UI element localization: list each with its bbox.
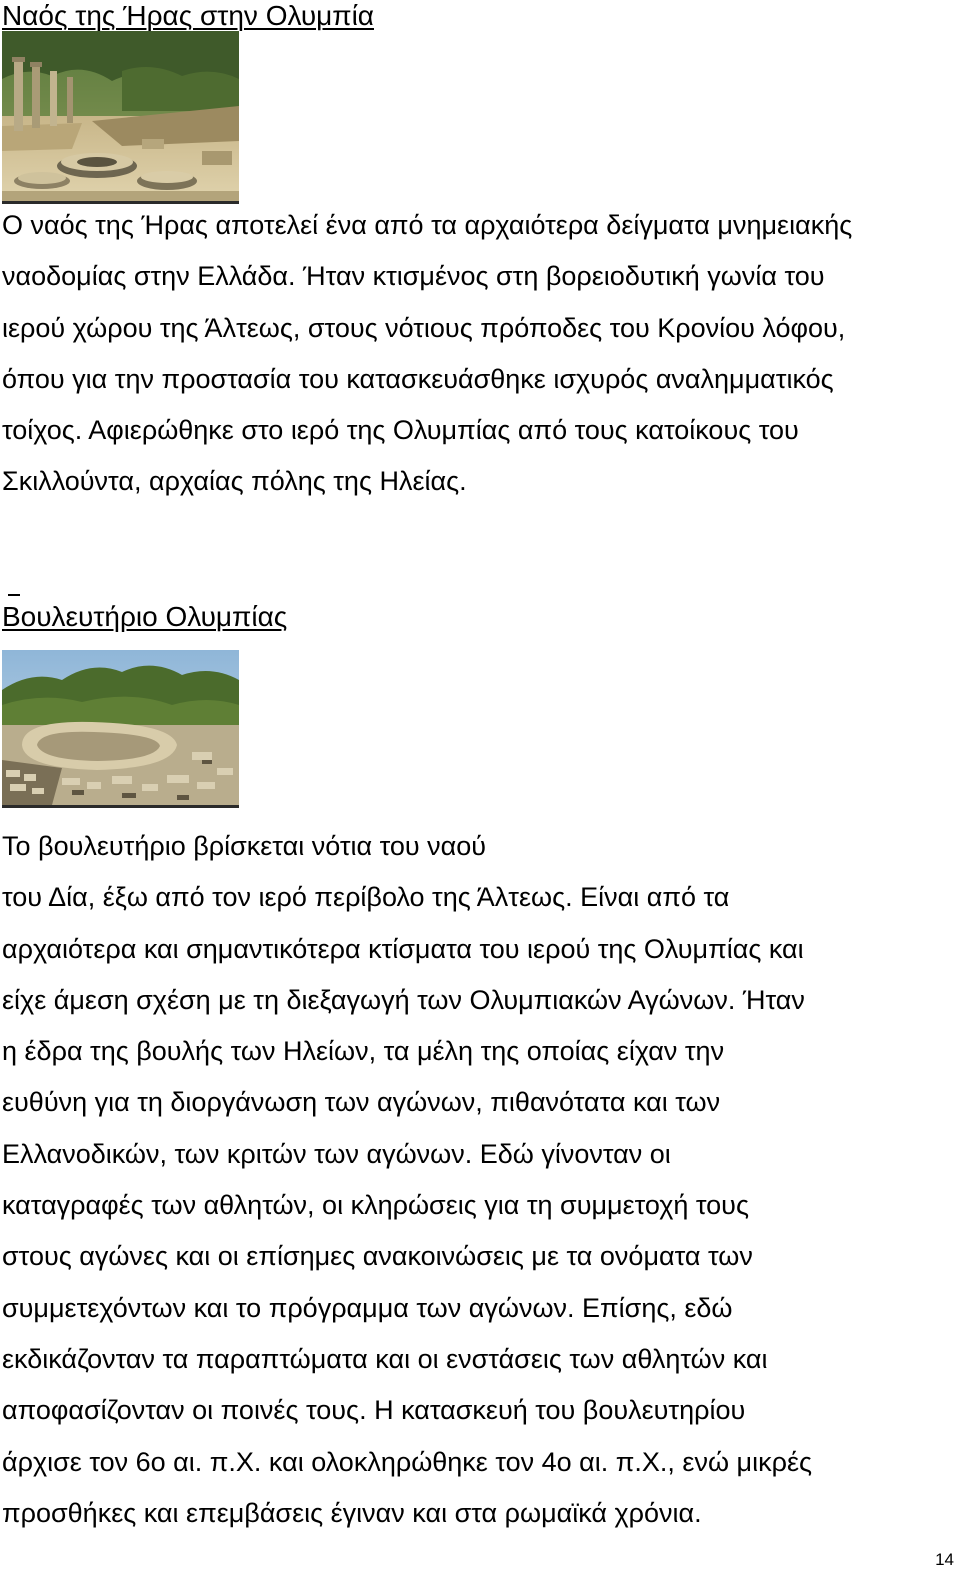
- text-line: αρχαιότερα και σημαντικότερα κτίσματα του ιερού της Ολυμπίας και: [2, 933, 804, 964]
- text-line: Ο ναός της Ήρας αποτελεί ένα από τα αρχαιότερα δείγματα μνημειακής: [2, 210, 853, 240]
- text-line: όπου για την προστασία του κατασκευάσθηκε ισχυρός αναλημματικός: [2, 363, 834, 394]
- paragraph-bouleuterion: [2, 821, 952, 1539]
- text-line: η έδρα της βουλής των Ηλείων, τα μέλη της οποίας είχαν την: [2, 1036, 725, 1067]
- text-line: είχε άμεση σχέση με τη διεξαγωγή των Ολυμπιακών Αγώνων. Ήταν: [2, 984, 805, 1015]
- text-line: του Δία, έξω από τον ιερό περίβολο της Άλτεως. Είναι από τα: [2, 882, 730, 913]
- page-number: 14: [935, 1550, 954, 1569]
- heading-bouleuterion: Βουλευτήριο Ολυμπίας: [2, 601, 288, 632]
- photo-temple-of-hera: [2, 31, 239, 204]
- heading-temple-of-hera: Ναός της Ήρας στην Ολυμπία: [2, 0, 374, 31]
- text-line: καταγραφές των αθλητών, οι κληρώσεις για τη συμμετοχή τους: [2, 1190, 749, 1221]
- text-line: Το βουλευτήριο βρίσκεται νότια του ναού: [2, 831, 487, 861]
- text-line: Ελλανοδικών, των κριτών των αγώνων. Εδώ γίνονταν οι: [2, 1138, 671, 1169]
- text-line: Σκιλλούντα, αρχαίας πόλης της Ηλείας.: [2, 466, 467, 497]
- text-line: άρχισε τον 6ο αι. π.Χ. και ολοκληρώθηκε τον 4ο αι. π.Χ., ενώ μικρές: [2, 1446, 813, 1477]
- text-line: ιερού χώρου της Άλτεως, στους νότιους πρόποδες του Κρονίου λόφου,: [2, 312, 846, 343]
- temple-ruins-image: [2, 31, 239, 201]
- text-line: συμμετεχόντων και το πρόγραμμα των αγώνων. Επίσης, εδώ: [2, 1292, 733, 1323]
- text-line: εκδικάζονταν τα παραπτώματα και οι ενστάσεις των αθλητών και: [2, 1343, 768, 1374]
- decorative-mark: [8, 594, 20, 596]
- bouleuterion-ruins-image: [2, 650, 239, 805]
- text-line: στους αγώνες και οι επίσημες ανακοινώσεις με τα ονόματα των: [2, 1241, 753, 1272]
- text-line: αποφασίζονταν οι ποινές τους. Η κατασκευή του βουλευτηρίου: [2, 1395, 746, 1426]
- photo-bouleuterion: [2, 650, 239, 808]
- paragraph-temple-of-hera: [2, 200, 952, 508]
- text-line: ευθύνη για τη διοργάνωση των αγώνων, πιθανότατα και των: [2, 1087, 721, 1118]
- text-line: τοίχος. Αφιερώθηκε στο ιερό της Ολυμπίας από τους κατοίκους του: [2, 415, 799, 446]
- text-line: ναοδομίας στην Ελλάδα. Ήταν κτισμένος στη βορειοδυτική γωνία του: [2, 261, 825, 292]
- text-line: προσθήκες και επεμβάσεις έγιναν και στα ρωμαϊκά χρόνια.: [2, 1497, 702, 1528]
